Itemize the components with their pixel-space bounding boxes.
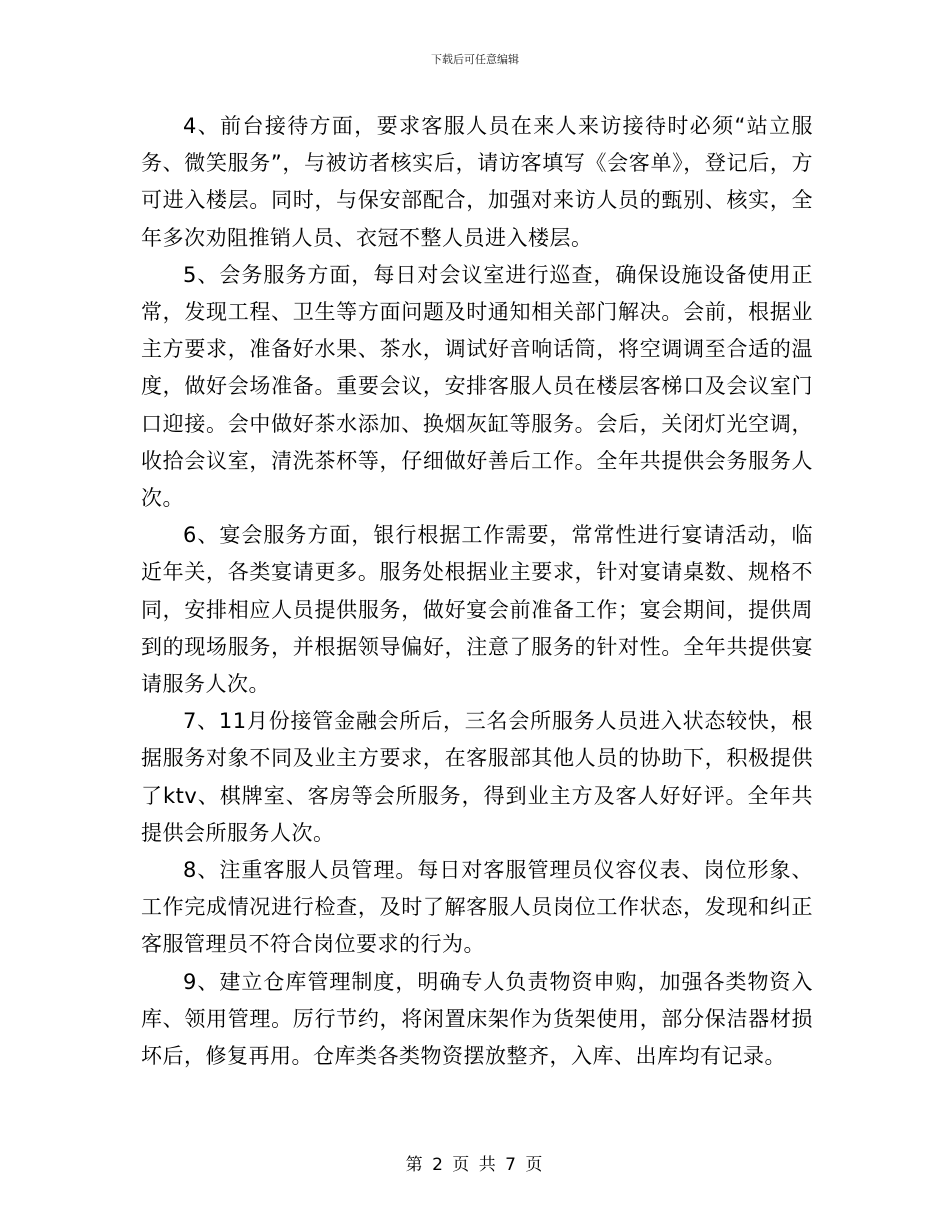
paragraph-6: 6、宴会服务方面，银行根据工作需要，常常性进行宴请活动，临近年关，各类宴请更多。服务处根据业主要求，针对宴请桌数、规格不同，安排相应人员提供服务，做好宴会前准备工作；宴会期间，提供周到的现场服务，并根据领导偏好，注意了服务的针对性。全年共提供宴请服务人次。	[141, 523, 813, 697]
paragraph-9: 9、建立仓库管理制度，明确专人负责物资申购，加强各类物资入库、领用管理。厉行节约，将闲置床架作为货架使用，部分保洁器材损坏后，修复再用。仓库类各类物资摆放整齐，入库、出库均有记录。	[141, 969, 813, 1069]
paragraph-7: 7、11月份接管金融会所后，三名会所服务人员进入状态较快，根据服务对象不同及业主方要求，在客服部其他人员的协助下，积极提供了ktv、棋牌室、客房等会所服务，得到业主方及客人好好评。全年共提供会所服务人次。	[141, 709, 813, 845]
page-number-footer: 第 2 页 共 7 页	[405, 1155, 545, 1175]
document-body	[141, 108, 813, 1075]
paragraph-8: 8、注重客服人员管理。每日对客服管理员仪容仪表、岗位形象、工作完成情况进行检查，及时了解客服人员岗位工作状态，发现和纠正客服管理员不符合岗位要求的行为。	[141, 858, 813, 957]
paragraph-4: 4、前台接待方面，要求客服人员在来人来访接待时必须“站立服务、微笑服务”，与被访者核实后，请访客填写《会客单》，登记后，方可进入楼层。同时，与保安部配合，加强对来访人员的甄别、核实，全年多次劝阻推销人员、衣冠不整人员进入楼层。	[141, 114, 813, 250]
paragraph-5: 5、会务服务方面，每日对会议室进行巡查，确保设施设备使用正常，发现工程、卫生等方面问题及时通知相关部门解决。会前，根据业主方要求，准备好水果、茶水，调试好音响话筒，将空调调至合适的温度，做好会场准备。重要会议，安排客服人员在楼层客梯口及会议室门口迎接。会中做好茶水添加、换烟灰缸等服务。会后，关闭灯光空调，收拾会议室，清洗茶杯等，仔细做好善后工作。全年共提供会务服务人次。	[141, 262, 813, 511]
header-note: 下载后可任意编辑	[431, 53, 519, 66]
